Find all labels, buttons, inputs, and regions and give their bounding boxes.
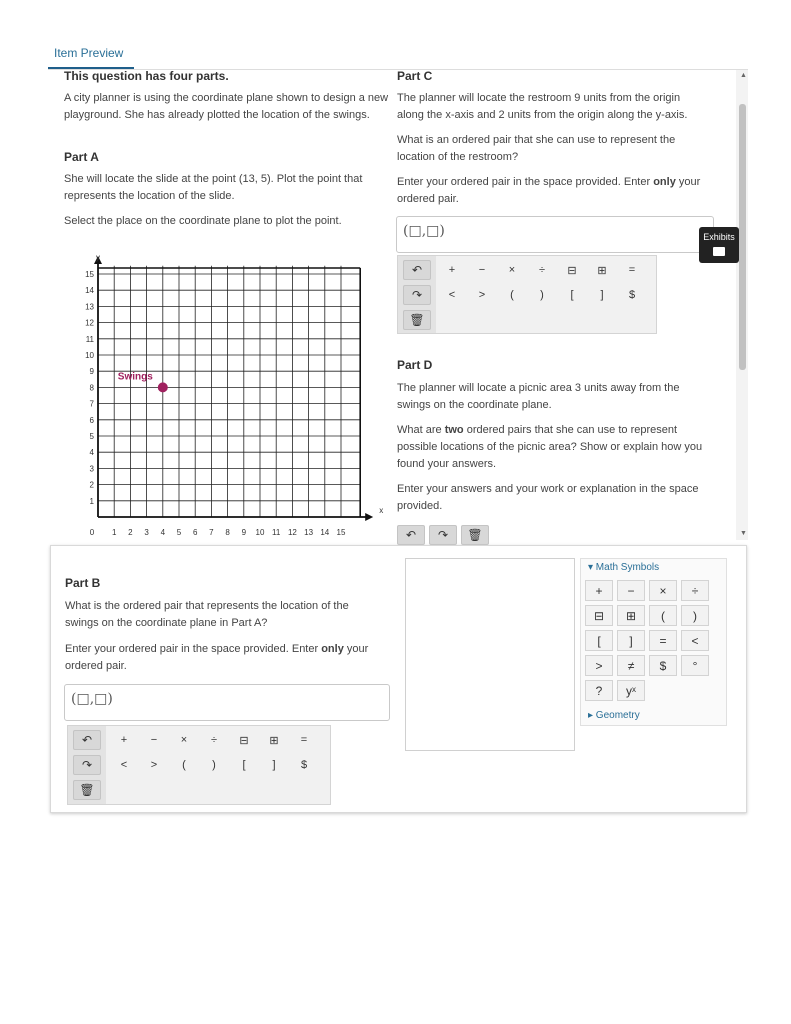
part-c-row1-key-5[interactable]: ⊞ [597,264,607,277]
x-tick-label: 1 [111,528,117,537]
y-tick-label: 11 [85,334,94,344]
part-c-instruction: Enter your ordered pair in the space provided. Enter only your ordered pair. [397,176,701,205]
part-b-row1-key-3[interactable]: ÷ [210,734,218,746]
math-symbol-3-0[interactable]: > [585,655,613,676]
math-symbol-3-3[interactable]: ° [681,655,709,676]
delete-button[interactable] [73,780,101,800]
part-c-text: The planner will locate the restroom 9 units from the origin along the x-axis and 2 units from the origin along the y-axis. [397,92,688,121]
scroll-down-arrow[interactable]: ▼ [740,530,747,537]
trash-icon: 🗑 [409,313,425,327]
part-d-response-area[interactable] [405,558,575,751]
part-c-row1-key-0[interactable]: + [448,264,456,276]
math-symbol-2-1[interactable]: ] [617,630,645,651]
part-b-row1-key-0[interactable]: + [120,734,128,746]
part-b-row1-key-4[interactable]: ⊟ [239,734,249,747]
redo-button[interactable] [73,755,101,775]
undo-icon: ↶ [81,733,93,747]
item-preview-tab[interactable]: Item Preview [54,46,124,60]
part-c-row1-key-2[interactable]: × [508,264,516,276]
math-symbol-1-1[interactable]: ⊞ [617,605,645,626]
math-symbol-2-2[interactable]: = [649,630,677,651]
y-tick-label: 3 [89,464,94,474]
part-c-row2-key-1[interactable]: > [478,289,486,301]
part-c-keypad [397,255,657,334]
part-b-row2-key-2[interactable]: ( [182,759,186,771]
part-c-row2-key-5[interactable]: ] [600,289,604,301]
x-tick-label: 11 [272,528,281,537]
part-c-row1-key-3[interactable]: ÷ [538,264,546,276]
math-symbol-0-3[interactable]: ÷ [681,580,709,601]
part-b-row1-key-5[interactable]: ⊞ [269,734,279,747]
math-symbol-3-2[interactable]: $ [649,655,677,676]
y-tick-label: 7 [89,399,94,409]
y-tick-label: 13 [85,302,94,312]
folder-icon [713,247,725,256]
part-a-heading: Part A [64,150,99,164]
math-symbol-2-3[interactable]: < [681,630,709,651]
y-tick-label: 10 [85,351,94,360]
part-b-row2-key-4[interactable]: [ [242,759,246,771]
x-tick-label: 6 [192,528,198,537]
y-tick-label: 9 [89,367,94,377]
x-axis-arrow [365,513,373,521]
part-b-row1-key-1[interactable]: − [150,734,158,746]
part-d-redo-button[interactable] [429,525,457,545]
y-tick-label: 5 [89,432,94,441]
math-symbol-0-0[interactable]: + [585,580,613,601]
x-tick-label: 4 [160,528,166,537]
part-c-heading: Part C [397,69,433,83]
x-tick-label: 8 [225,528,230,537]
math-symbol-4-1[interactable]: yˣ [617,680,645,701]
part-a-instruction: Select the place on the coordinate plane to plot the point. [64,215,342,227]
part-c-row2-key-2[interactable]: ( [510,289,514,301]
y-tick-label: 12 [85,318,94,328]
x-tick-label: 7 [209,528,214,537]
delete-button[interactable] [403,310,431,330]
part-b-question: What is the ordered pair that represents the location of the swings on the coordinate plane in Part A? [65,600,349,629]
math-symbol-1-2[interactable]: ( [649,605,677,626]
y-tick-label: 8 [89,383,94,393]
part-d-undo-button[interactable] [397,525,425,545]
trash-icon: 🗑 [79,783,95,797]
intro-heading: This question has four parts. [64,69,229,83]
part-b-instruction: Enter your ordered pair in the space provided. Enter only your ordered pair. [65,643,369,672]
part-d-toolbar [397,525,481,540]
math-symbol-1-3[interactable]: ) [681,605,709,626]
trash-icon: 🗑 [467,528,483,542]
part-b-keypad [67,725,331,805]
scroll-up-arrow[interactable]: ▲ [740,72,747,79]
swings-label: Swings [117,371,153,383]
undo-button[interactable] [73,730,101,750]
part-c-row2-key-6[interactable]: $ [628,289,636,301]
undo-icon: ↶ [411,263,423,277]
part-d-delete-button[interactable] [461,525,489,545]
math-symbol-0-1[interactable]: − [617,580,645,601]
part-c-row2-key-4[interactable]: [ [570,289,574,301]
part-b-row2-key-0[interactable]: < [120,759,128,771]
coordinate-plane[interactable] [76,250,384,545]
part-b-row2-key-6[interactable]: $ [300,759,308,771]
part-d-instruction: Enter your answers and your work or explanation in the space provided. [397,483,699,512]
math-symbols-panel [580,558,727,726]
part-a-text: She will locate the slide at the point (13, 5). Plot the point that represents the location of the slide. [64,173,363,202]
math-symbol-4-0[interactable]: ? [585,680,613,701]
geometry-toggle[interactable]: ▸ Geometry [588,710,640,721]
part-b-heading: Part B [65,576,101,590]
part-c-row1-key-4[interactable]: ⊟ [567,264,577,277]
part-b-row1-key-6[interactable]: = [300,734,308,746]
part-d-heading: Part D [397,358,433,372]
redo-icon: ↷ [411,288,423,302]
y-tick-label: 1 [89,496,94,506]
y-tick-label: 2 [89,480,94,490]
part-b-row2-key-3[interactable]: ) [212,759,216,771]
exhibits-button[interactable] [699,227,739,263]
x-tick-label: 9 [241,528,247,537]
y-tick-label: 14 [85,286,94,296]
swings-point[interactable] [158,382,168,392]
x-tick-label: 12 [287,528,297,537]
x-axis-label: x [379,506,384,515]
part-c-row2-key-3[interactable]: ) [540,289,544,301]
part-d-text: The planner will locate a picnic area 3 units away from the swings on the coordinate plane. [397,382,680,411]
redo-icon: ↷ [81,758,93,772]
undo-icon: ↶ [405,528,417,542]
math-symbol-0-2[interactable]: × [649,580,677,601]
x-tick-label: 5 [176,528,182,537]
math-symbols-toggle[interactable]: ▾ Math Symbols [588,562,660,573]
y-tick-label: 4 [89,448,94,458]
part-c-question: What is an ordered pair that she can use to represent the location of the restroom? [397,134,676,163]
y-tick-label: 6 [89,415,94,425]
x-tick-label: 15 [336,528,346,537]
exhibits-label: Exhibits [703,232,735,242]
part-c-answer-input[interactable]: (□,□) [396,216,714,253]
scrollbar-thumb[interactable] [739,104,746,370]
redo-button[interactable] [403,285,431,305]
y-tick-label: 15 [85,270,94,279]
x-tick-label: 3 [144,528,149,537]
redo-icon: ↷ [437,528,449,542]
math-symbol-1-0[interactable]: ⊟ [585,605,613,626]
part-c-row2-key-0[interactable]: < [448,289,456,301]
part-b-row2-key-1[interactable]: > [150,759,158,771]
part-d-question: What are two ordered pairs that she can use to represent possible locations of the picnic area? Show or explain how you found your answers. [397,424,703,470]
x-tick-label: 14 [320,528,330,537]
x-tick-label: 0 [89,528,95,537]
part-c-row1-key-1[interactable]: − [478,264,486,276]
part-c-row1-key-6[interactable]: = [628,264,636,276]
undo-button[interactable] [403,260,431,280]
x-tick-label: 13 [304,528,314,537]
math-symbol-2-0[interactable]: [ [585,630,613,651]
intro-text: A city planner is using the coordinate plane shown to design a new playground. She has already plotted the location of the swings. [64,92,389,121]
part-b-row2-key-5[interactable]: ] [272,759,276,771]
x-tick-label: 2 [128,528,133,537]
x-tick-label: 10 [255,528,265,537]
math-symbol-3-1[interactable]: ≠ [617,655,645,676]
part-b-row1-key-2[interactable]: × [180,734,188,746]
part-b-answer-input[interactable]: (□,□) [64,684,390,721]
y-axis-label: y [96,253,100,262]
